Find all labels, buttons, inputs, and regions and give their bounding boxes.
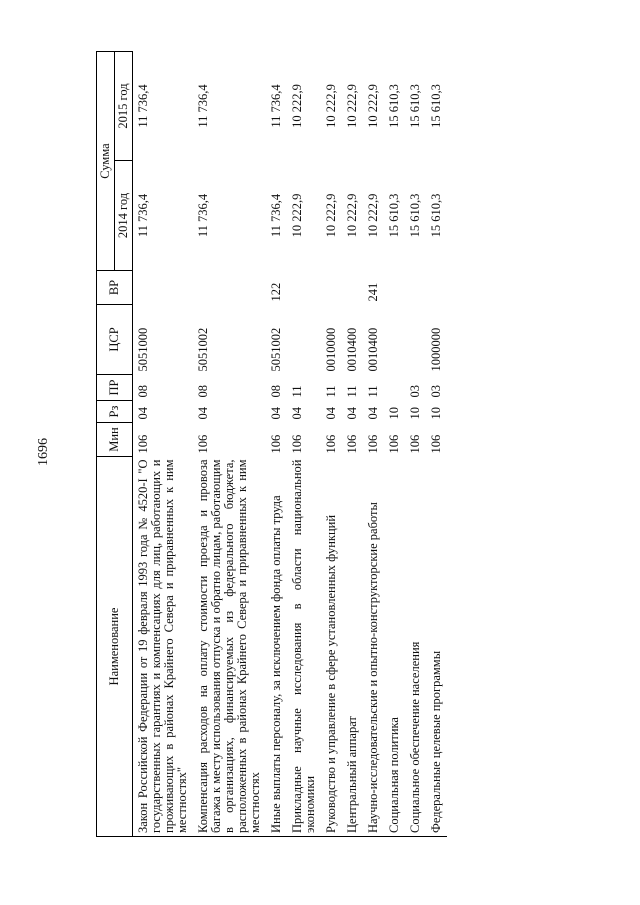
row-name: Руководство и управление в сфере установленных функций xyxy=(321,457,342,837)
table-row xyxy=(193,52,266,837)
header-rz: Рз xyxy=(97,401,133,423)
row-rz-code: 10 xyxy=(429,407,443,420)
header-csr: ЦСР xyxy=(97,305,133,375)
row-sum-2014: 15 610,3 xyxy=(429,193,443,238)
row-rz-code: 04 xyxy=(290,407,304,420)
row-min-code: 106 xyxy=(387,434,401,454)
row-name: Центральный аппарат xyxy=(342,457,363,837)
row-sum-2014: 10 222,9 xyxy=(366,193,380,238)
row-sum-2015: 11 736,4 xyxy=(196,84,210,128)
row-csr-code: 0010400 xyxy=(366,327,380,372)
row-rz-code: 04 xyxy=(366,407,380,420)
row-csr-code xyxy=(287,305,321,375)
row-pr-code: 11 xyxy=(345,385,359,398)
row-pr-code: 08 xyxy=(269,385,283,398)
header-2014: 2014 год xyxy=(115,161,133,271)
table-row xyxy=(342,52,363,837)
row-sum-2015: 10 222,9 xyxy=(366,84,380,128)
header-vr: ВР xyxy=(97,271,133,305)
row-sum-2014: 11 736,4 xyxy=(136,193,150,238)
row-sum-2015: 10 222,9 xyxy=(345,84,359,128)
row-sum-2015: 11 736,4 xyxy=(136,84,150,128)
row-min-code: 106 xyxy=(429,434,443,454)
table-row xyxy=(266,52,287,837)
page-number: 1696 xyxy=(36,438,51,466)
row-pr-code: 08 xyxy=(136,385,150,398)
row-pr-code: 11 xyxy=(366,385,380,398)
row-pr-code: 03 xyxy=(429,385,443,398)
row-name: Иные выплаты персоналу, за исключением фонда оплаты труда xyxy=(266,457,287,837)
table-row xyxy=(384,52,405,837)
row-pr-code: 08 xyxy=(196,385,210,398)
header-sum: Сумма xyxy=(97,52,115,271)
row-vr-code xyxy=(193,271,266,305)
row-rz-code: 04 xyxy=(324,407,338,420)
row-vr-code xyxy=(342,271,363,305)
row-sum-2015: 15 610,3 xyxy=(408,84,422,128)
row-vr-code xyxy=(405,271,426,305)
row-name: Социальное обеспечение населения xyxy=(405,457,426,837)
budget-table xyxy=(96,51,447,837)
row-rz-code: 04 xyxy=(269,407,283,420)
table-body xyxy=(133,52,448,837)
row-name: Федеральные целевые программы xyxy=(426,457,447,837)
row-pr-code: 11 xyxy=(324,385,338,398)
table-row xyxy=(405,52,426,837)
row-min-code: 106 xyxy=(196,434,210,454)
row-csr-code: 1000000 xyxy=(429,327,443,372)
row-min-code: 106 xyxy=(408,434,422,454)
header-2015: 2015 год xyxy=(115,52,133,161)
row-csr-code: 5051000 xyxy=(136,327,150,372)
table-row xyxy=(287,52,321,837)
row-csr-code: 0010400 xyxy=(345,327,359,372)
row-min-code: 106 xyxy=(345,434,359,454)
row-min-code: 106 xyxy=(366,434,380,454)
row-sum-2014: 10 222,9 xyxy=(324,193,338,238)
row-rz-code: 04 xyxy=(345,407,359,420)
table-row xyxy=(321,52,342,837)
table-row xyxy=(426,52,447,837)
budget-table-rotated xyxy=(96,52,611,837)
row-vr-code xyxy=(133,271,194,305)
row-csr-code: 5051002 xyxy=(269,327,283,372)
row-pr-code: 03 xyxy=(408,385,422,398)
table-row xyxy=(133,52,194,837)
row-sum-2014: 10 222,9 xyxy=(290,193,304,238)
row-sum-2015: 11 736,4 xyxy=(269,84,283,128)
row-name: Социальная политика xyxy=(384,457,405,837)
header-pr: ПР xyxy=(97,375,133,401)
row-sum-2015: 10 222,9 xyxy=(324,84,338,128)
row-sum-2015: 15 610,3 xyxy=(387,84,401,128)
row-min-code: 106 xyxy=(136,434,150,454)
row-sum-2015: 10 222,9 xyxy=(290,84,304,128)
row-csr-code xyxy=(405,305,426,375)
row-name: Закон Российской Федерации от 19 февраля 1993 года № 4520-I "О государственных гарантиях и компенсациях для лиц, работающих и проживающих в районах Крайнего Севера и приравненных к ним местностях" xyxy=(133,457,194,837)
row-vr-code: 241 xyxy=(366,282,380,302)
row-name: Научно-исследовательские и опытно-конструкторские работы xyxy=(363,457,384,837)
row-name: Прикладные научные исследования в области национальной экономики xyxy=(287,457,321,837)
row-vr-code xyxy=(426,271,447,305)
row-vr-code: 122 xyxy=(269,282,283,302)
header-min: Мин xyxy=(97,423,133,457)
row-sum-2014: 11 736,4 xyxy=(196,193,210,238)
row-csr-code xyxy=(384,305,405,375)
table-row xyxy=(363,52,384,837)
row-sum-2014: 15 610,3 xyxy=(387,193,401,238)
row-vr-code xyxy=(384,271,405,305)
row-name: Компенсация расходов на оплату стоимости проезда и провоза багажа к месту использования отпуска и обратно лицам, работающим в организациях, финансируемых из федерального бюджета, расположенных в районах Крайнего Севера и приравненных к ним местностях xyxy=(193,457,266,837)
row-rz-code: 04 xyxy=(196,407,210,420)
row-pr-code xyxy=(384,375,405,401)
row-sum-2014: 11 736,4 xyxy=(269,193,283,238)
row-rz-code: 04 xyxy=(136,407,150,420)
row-csr-code: 0010000 xyxy=(324,327,338,372)
row-csr-code: 5051002 xyxy=(196,327,210,372)
row-sum-2014: 15 610,3 xyxy=(408,193,422,238)
header-name: Наименование xyxy=(97,457,133,837)
row-vr-code xyxy=(321,271,342,305)
row-sum-2014: 10 222,9 xyxy=(345,193,359,238)
row-min-code: 106 xyxy=(324,434,338,454)
row-sum-2015: 15 610,3 xyxy=(429,84,443,128)
row-vr-code xyxy=(287,271,321,305)
row-min-code: 106 xyxy=(269,434,283,454)
row-pr-code: 11 xyxy=(290,385,304,398)
row-rz-code: 10 xyxy=(408,407,422,420)
row-rz-code: 10 xyxy=(387,407,401,420)
row-min-code: 106 xyxy=(290,434,304,454)
